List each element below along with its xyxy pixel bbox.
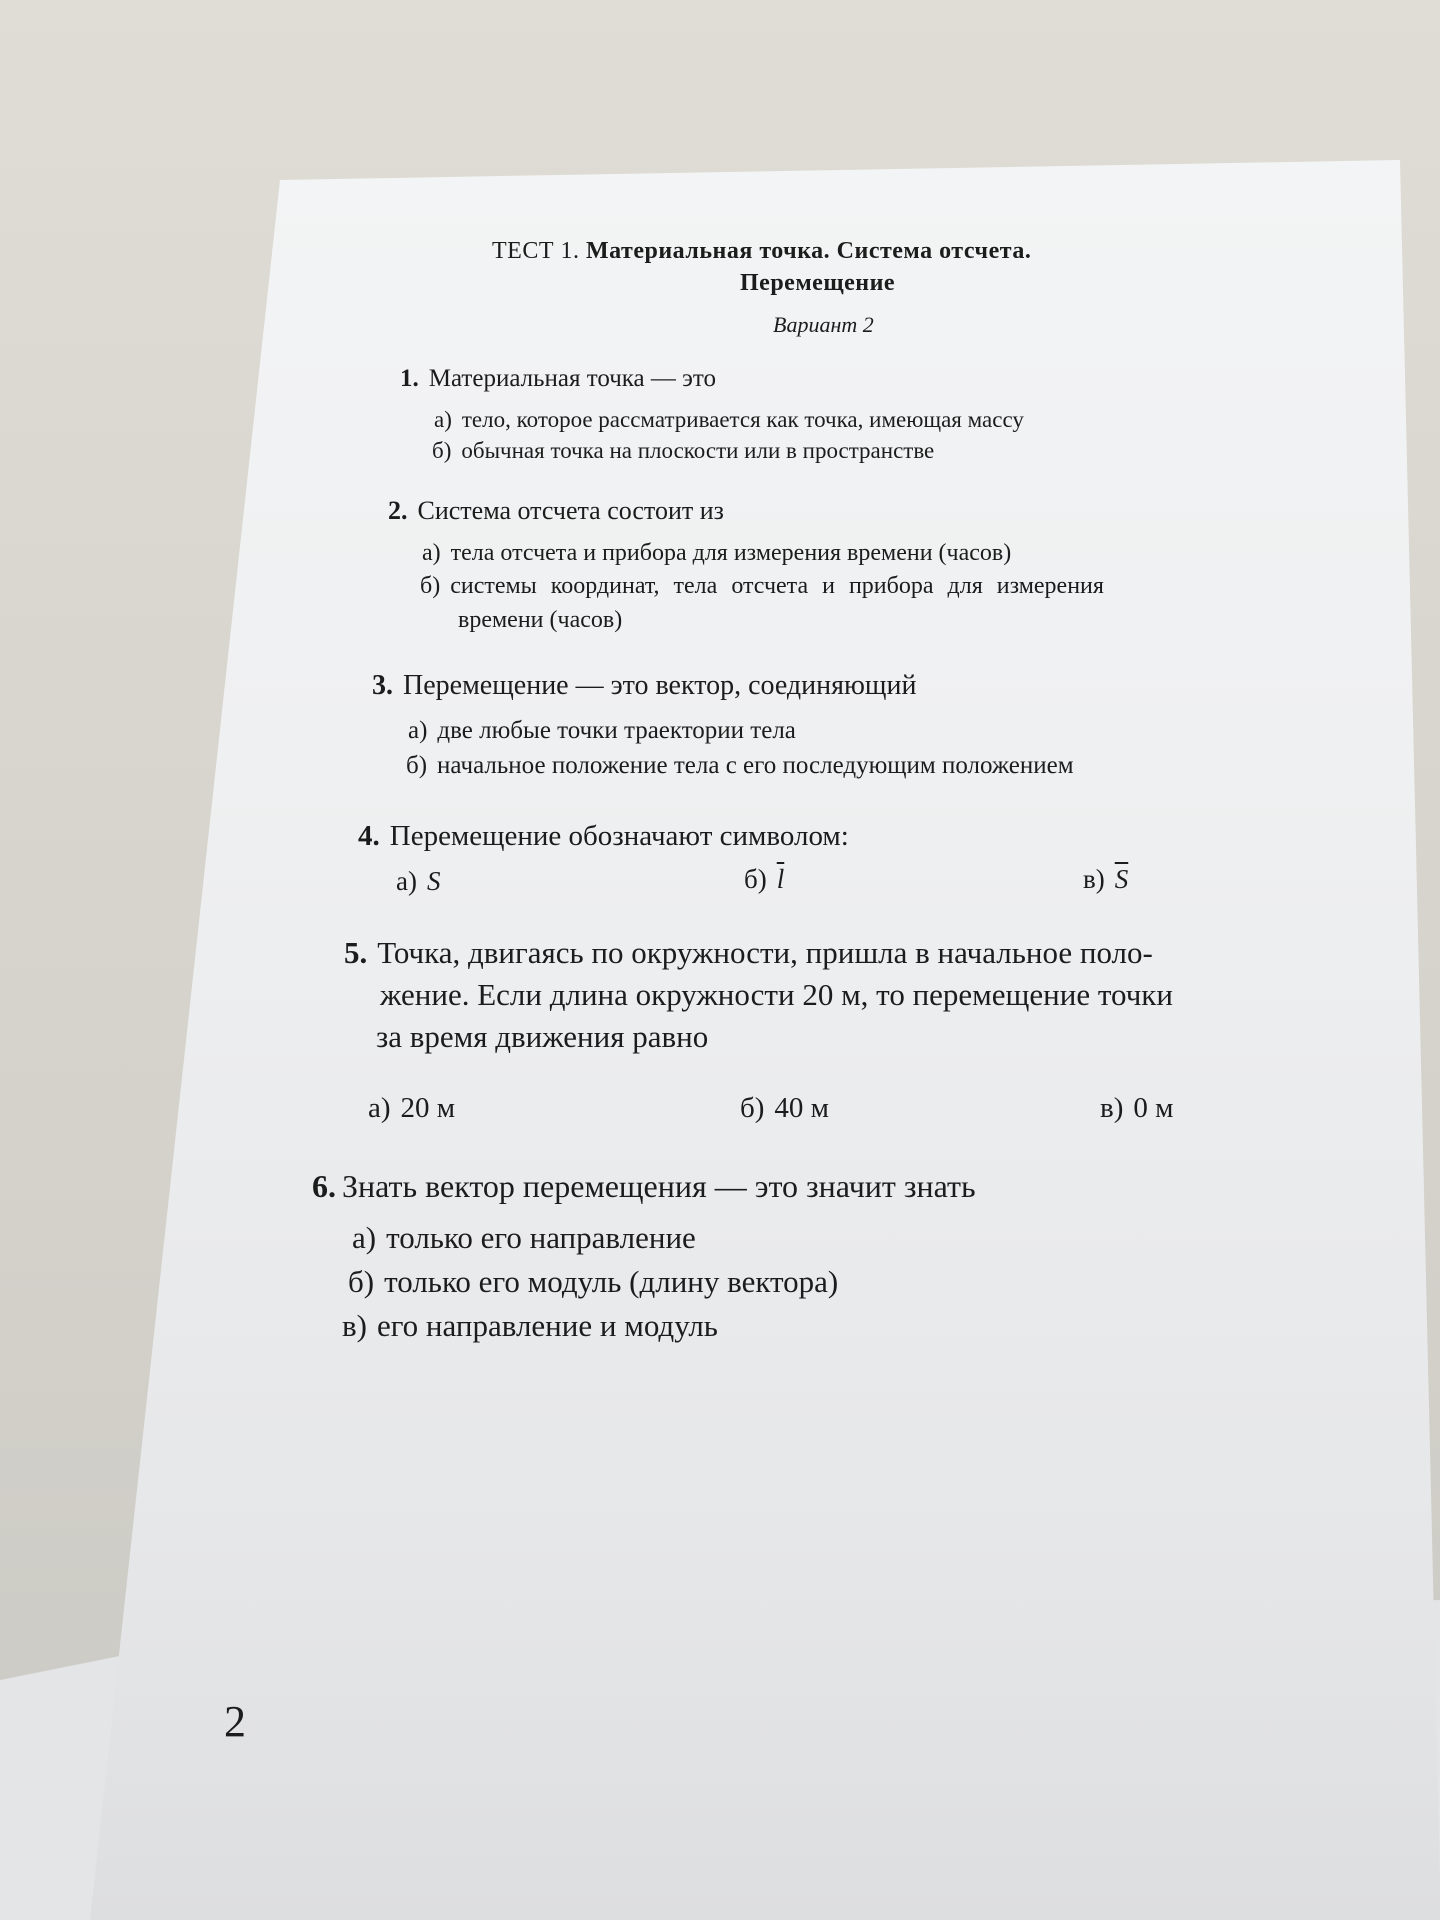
answer-option: [434, 407, 1024, 433]
answer-option: [368, 1092, 455, 1125]
answer-option: [1083, 864, 1128, 895]
test-title-line2: Перемещение: [740, 270, 896, 296]
answer-continuation: времени (часов): [458, 607, 623, 633]
answer-option: [1100, 1092, 1173, 1125]
answer-option: [422, 540, 1011, 567]
answer-text: начальное положение тела с его последующим положением: [437, 752, 1074, 779]
answer-option: [396, 866, 440, 897]
variant-label: Вариант 2: [773, 312, 874, 337]
answer-text: только его направление: [386, 1220, 696, 1255]
answer-option: [408, 717, 796, 745]
question-number: 3.: [372, 670, 393, 701]
test-title: [492, 238, 1031, 265]
question-5-line2: жение. Если длина окружности 20 м, то перемещение точки: [380, 977, 1173, 1012]
question-4: [358, 820, 849, 853]
question-5: [344, 935, 1153, 971]
answer-mark: а): [408, 717, 428, 744]
question-number: 1.: [400, 365, 419, 392]
answer-mark: б): [432, 438, 452, 463]
question-2: [388, 496, 724, 526]
symbol-s: S: [426, 866, 441, 896]
answer-option: [740, 1092, 829, 1125]
answer-mark: б): [744, 864, 767, 894]
question-text: Перемещение обозначают символом:: [389, 820, 849, 852]
answer-text: только его модуль (длину вектора): [384, 1264, 839, 1299]
question-text: Система отсчета состоит из: [417, 496, 724, 525]
answer-text: 40 м: [774, 1092, 830, 1124]
answer-mark: а): [422, 540, 441, 566]
answer-option: [342, 1308, 718, 1344]
symbol-s-vector: $\overline{S}$: [1114, 864, 1129, 894]
question-text: Точка, двигаясь по окружности, пришла в начальное поло-: [377, 935, 1153, 970]
test-title-number: ТЕСТ 1.: [492, 238, 580, 264]
answer-mark: а): [434, 407, 452, 432]
answer-text: системы координат, тела отсчета и прибора для измерения: [450, 573, 1104, 599]
answer-text: тела отсчета и прибора для измерения времени (часов): [450, 540, 1012, 566]
question-1: [400, 365, 716, 393]
answer-text: 0 м: [1133, 1092, 1174, 1124]
question-6: [312, 1168, 976, 1205]
answer-option: [352, 1220, 696, 1256]
question-number: 6.: [312, 1168, 336, 1204]
answer-text: две любые точки траектории тела: [437, 717, 796, 744]
answer-option: [406, 752, 1074, 780]
answer-mark: в): [342, 1308, 367, 1343]
answer-text: 20 м: [400, 1092, 456, 1124]
question-number: 2.: [388, 496, 408, 525]
answer-mark: б): [740, 1092, 765, 1124]
question-text: Перемещение — это вектор, соединяющий: [403, 670, 917, 701]
answer-mark: б): [348, 1264, 375, 1299]
page-number: 2: [224, 1697, 246, 1746]
symbol-l-vector: $\overline{l}$: [776, 864, 785, 894]
answer-mark: б): [406, 752, 428, 779]
answer-option: [744, 864, 784, 895]
answer-mark: б): [420, 573, 441, 599]
question-number: 4.: [358, 820, 380, 852]
question-text: Знать вектор перемещения — это значит знать: [342, 1168, 976, 1204]
answer-option: [348, 1264, 838, 1300]
question-5-line3: за время движения равно: [376, 1019, 709, 1054]
answer-mark: а): [396, 866, 417, 896]
answer-text: тело, которое рассматривается как точка, имеющая массу: [461, 407, 1024, 432]
question-text: Материальная точка — это: [428, 365, 716, 392]
answer-mark: а): [368, 1092, 391, 1124]
question-number: 5.: [344, 935, 368, 970]
question-3: [372, 670, 916, 702]
answer-text: его направление и модуль: [376, 1308, 718, 1343]
answer-option: [432, 438, 934, 464]
test-title-text: Материальная точка. Система отсчета.: [586, 238, 1032, 264]
answer-mark: в): [1100, 1092, 1124, 1124]
answer-text: обычная точка на плоскости или в пространстве: [461, 438, 935, 463]
answer-mark: в): [1083, 864, 1105, 894]
answer-mark: а): [352, 1220, 377, 1255]
answer-option: [420, 573, 1104, 600]
